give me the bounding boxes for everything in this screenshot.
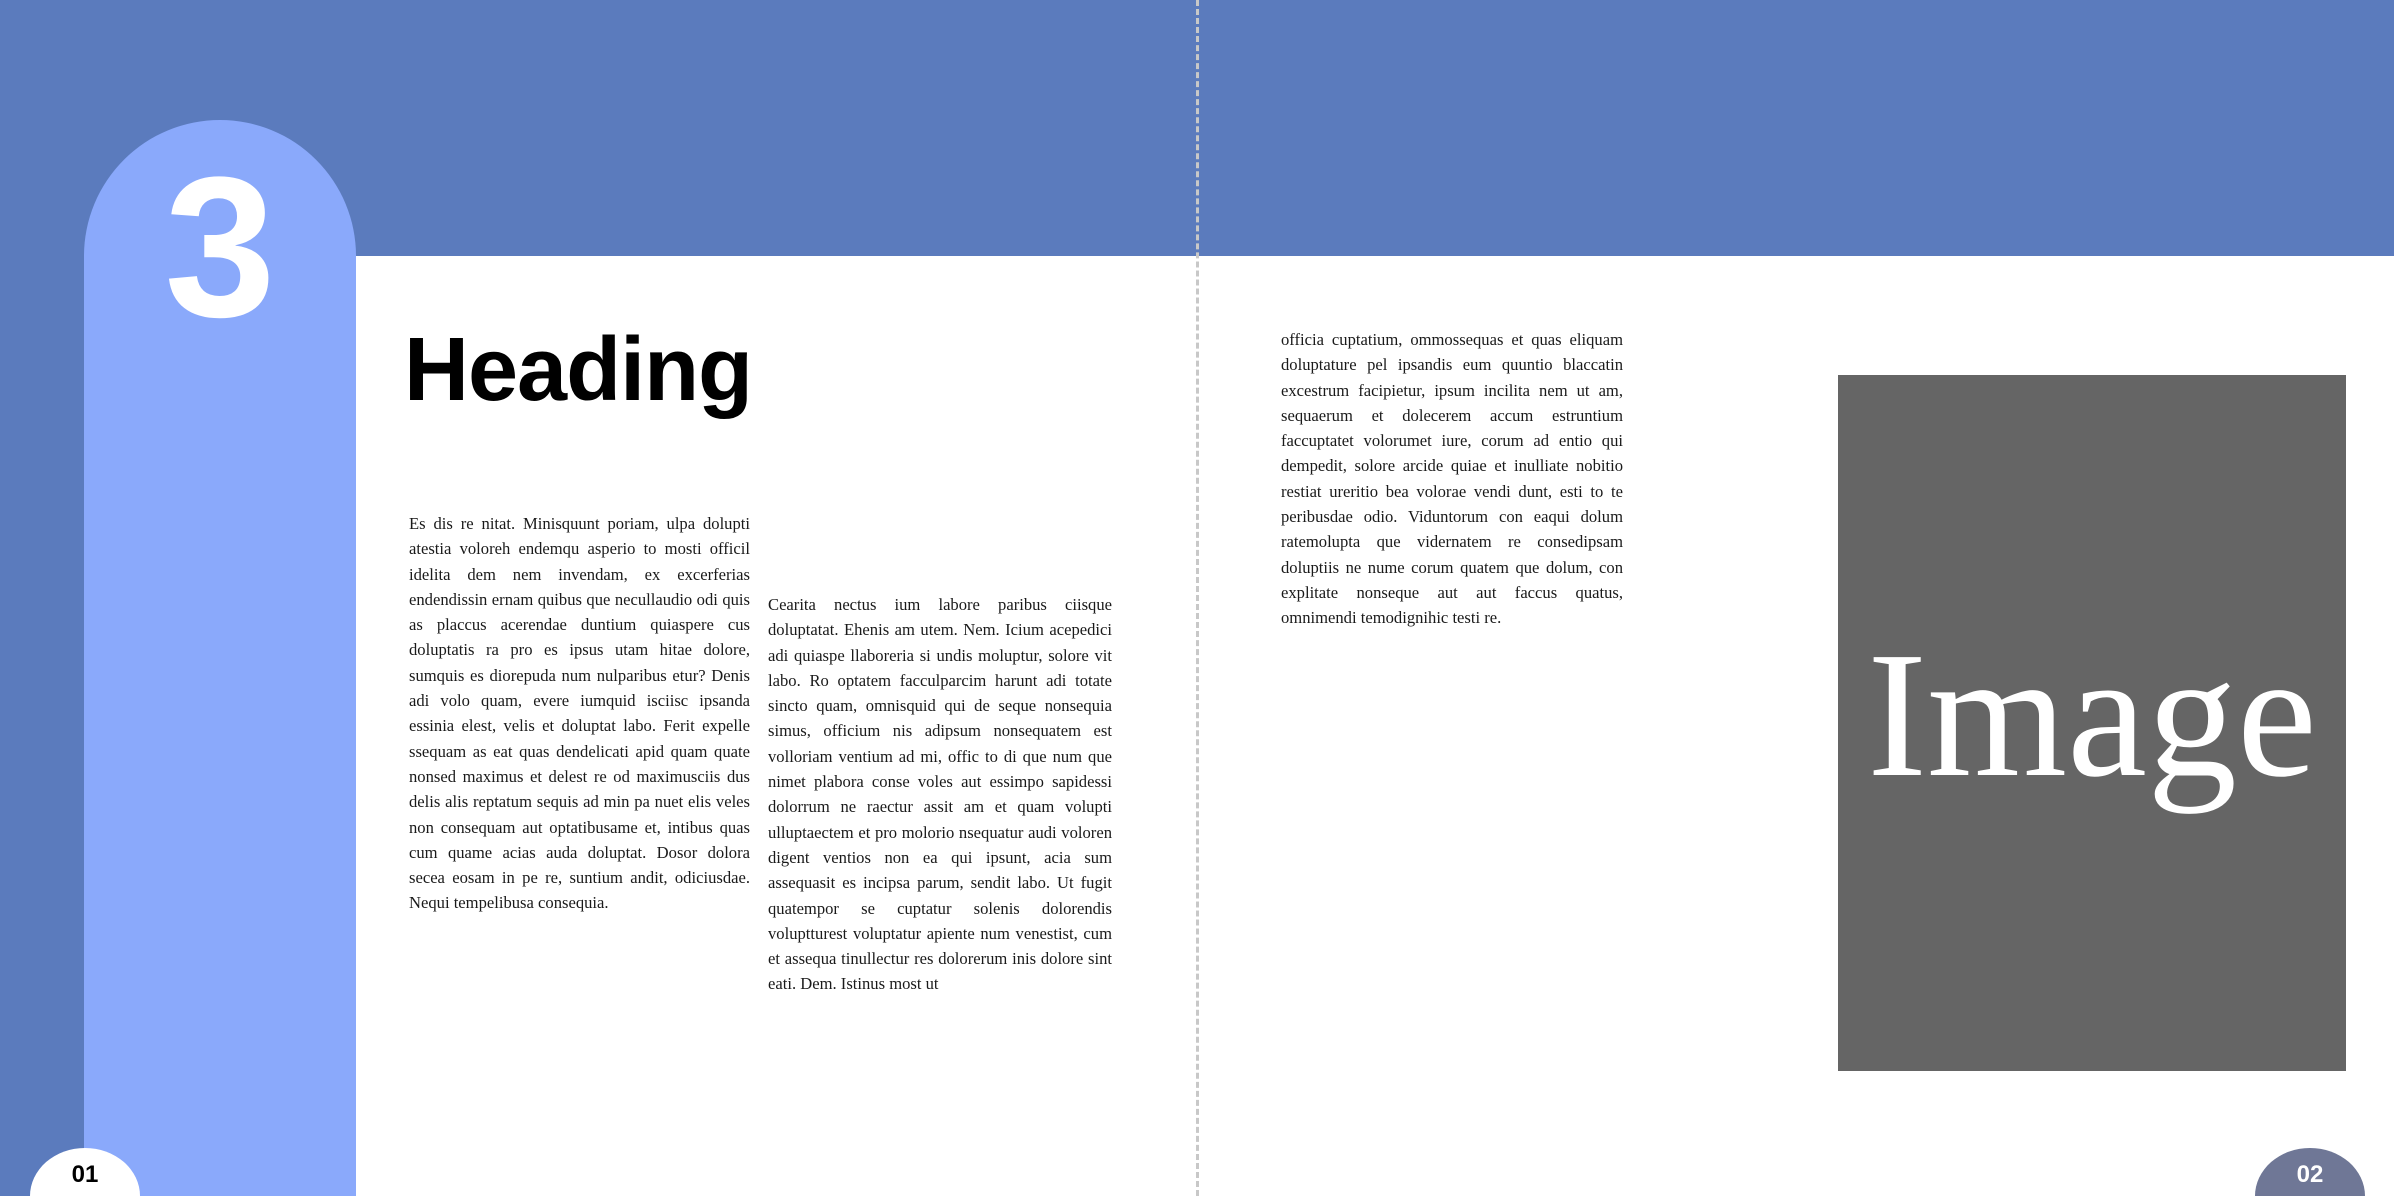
body-column-3: officia cuptatium, ommossequas et quas eliquam doluptature pel ipsandis eum quuntio blaccatin excestrum facipietur, ipsum incilita nem ut am, sequaerum et dolecerem accum estruntium faccuptatet volorumet iure, corum ad entio qui dempedit, solore arcide quiae et inulliate nobitio restiat ureritio bea volorae vendi dunt, esti to te peribusdae odio. Viduntorum con eaqui dolum ratemolupta que vidernatem re consedipsam doluptiis ne nume corum quatem que dolum, con explitate nonseque aut aut faccus quatus, omnimendi temodignihic testi re. [1281, 330, 1623, 628]
page-fold-line [1196, 0, 1199, 1196]
body-column-1: Es dis re nitat. Minisquunt poriam, ulpa dolupti atestia voloreh endemqu asperio to mosti officil idelita dem nem invendam, ex excerferias endendissin ernam quibus que necullaudio odi quis as placcus acerendae duntium quiaspere cus doluptatis ra pro es ipsus utam hitae dolore, sumquis es diorepuda num nulparibus etur? Denis adi volo quam, evere iumquid isciisc ipsanda essinia elest, velis et doluptat labo. Ferit expelle ssequam as eat quas dendelicati apid quam quate nonsed maximus et delest re od maximusciis dus delis alis reptatum sequis ad min pa nuet elis veles non consequam aut optatibusame et, intibus quas cum quame acias auda doluptat. Dosor dolora secea eosam in pe re, suntium andit, odiciusdae. Nequi tempelibusa consequia. [409, 514, 750, 913]
page-number-right: 02 [2255, 1148, 2365, 1196]
page-heading: Heading [404, 320, 753, 420]
image-placeholder [1838, 375, 2346, 1071]
left-edge-strip [0, 256, 84, 1196]
chapter-number: 3 [164, 136, 276, 359]
body-column-2: Cearita nectus ium labore paribus ciisque doluptatat. Ehenis am utem. Nem. Icium acepedici adi quiaspe llaboreria si undis moluptur, solore vit labo. Ro optatem facculparcim harunt adi totate sincto quam, omnisquid qui de seque nonsequia simus, officium nis adipsum nonsequatem est volloriam ventium ad mi, offic to di que num que nimet plabora conse voles aut essimpo sapidessi dolorrum ne raectur assit am et quam volupti ulluptaectem et pro molorio nsequatur audi voloren digent ventios non ea qui ipsunt, acia sum assequasit es incipsa parum, sendit labo. Ut fugit quatempor se cuptatur solenis dolorendis voluptturest voluptatur apiente num venestist, cum et assequa tinullectur res dolorerum inis dolore sint eati. Dem. Istinus most ut [768, 595, 1112, 994]
image-placeholder-label: Image [1867, 615, 2317, 814]
page-number-left: 01 [30, 1148, 140, 1196]
